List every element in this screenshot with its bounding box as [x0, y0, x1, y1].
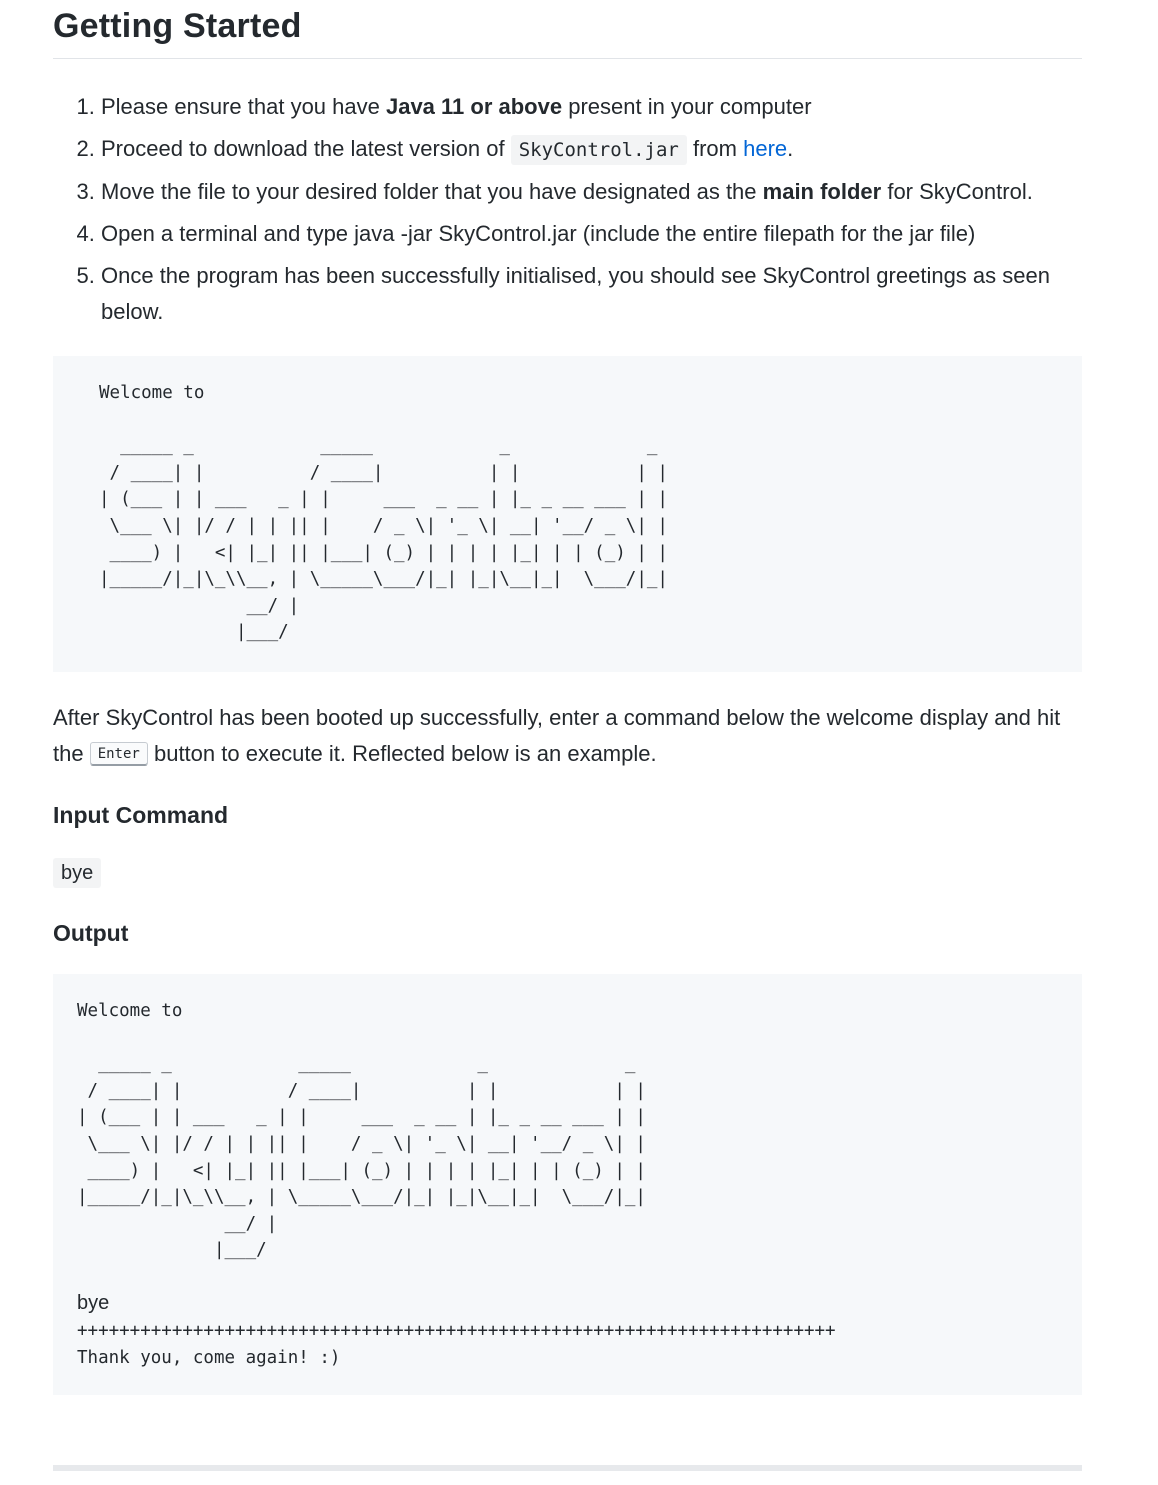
output-farewell: Thank you, come again! :)	[77, 1347, 341, 1368]
instruction-text: After SkyControl has been booted up successfully, enter a command below the welcome display and hit the	[53, 704, 1061, 766]
input-command-code: bye	[53, 858, 101, 888]
step-text: from	[686, 136, 744, 161]
input-command-heading: Input Command	[53, 801, 229, 828]
instruction-paragraph	[53, 700, 1082, 772]
ascii-logo: _____ _ _____ _ _ / ____| | / ____| | | | | | (___ | | ___ _ | | ___ _ __ | |_ _ __ ___ | | \___ \| |/ / | | || | / _ \| '_ \| __| '__/ _ \| | ____) | <| |_| || |___| (_) | | | | |_| | | (_) | | |_____/|_|\_\\__, | \_____\___/|_| |_|\__|_| \___/|_| __/ | |___/	[99, 436, 668, 643]
step-item	[101, 131, 1082, 168]
output-code-block	[53, 974, 1082, 1395]
step-emphasis: Java 11 or above	[385, 94, 563, 119]
jar-filename-code: SkyControl.jar	[511, 135, 687, 165]
step-text: Move the file to your desired folder that you have designated as the	[101, 179, 763, 204]
step-text: for SkyControl.	[881, 179, 1033, 204]
step-text: Proceed to download the latest version of	[101, 136, 511, 161]
ascii-logo: _____ _ _____ _ _ / ____| | / ____| | | | | | (___ | | ___ _ | | ___ _ __ | |_ _ __ ___ | | \___ \| |/ / | | || | / _ \| '_ \| __| '__/ _ \| | ____) | <| |_| || |___| (_) | | | | |_| | | (_) | | |_____/|_|\_\\__, | \_____\___/|_| |_|\__|_| \___/|_| __/ | |___/	[77, 1054, 646, 1261]
step-text: Please ensure that you have	[101, 94, 386, 119]
output-command-echo: bye	[77, 1292, 110, 1315]
step-item	[101, 89, 1082, 125]
step-text: Open a terminal and type java -jar SkyControl.jar (include the entire filepath for the jar file)	[101, 221, 976, 246]
enter-key: Enter	[90, 742, 148, 766]
download-link[interactable]: here	[743, 136, 788, 161]
step-emphasis: main folder	[762, 179, 882, 204]
output-heading: Output	[53, 919, 129, 946]
step-item	[101, 216, 1082, 252]
readme-content	[53, 0, 1082, 1395]
section-divider	[53, 1465, 1082, 1471]
step-text: .	[787, 136, 794, 161]
output-separator: ++++++++++++++++++++++++++++++++++++++++++++++++++++++++++++++++++++++++	[77, 1321, 836, 1342]
welcome-text: Welcome to	[77, 1000, 183, 1021]
step-item	[101, 258, 1082, 330]
step-text: present in your computer	[562, 94, 812, 119]
step-text: Once the program has been successfully initialised, you should see SkyControl greetings as seen below.	[101, 263, 1050, 324]
instruction-text: button to execute it. Reflected below is an example.	[147, 740, 657, 766]
step-item	[101, 174, 1082, 210]
welcome-code-block	[53, 356, 1082, 672]
page-title: Getting Started	[53, 0, 1082, 59]
welcome-text: Welcome to	[99, 383, 205, 403]
setup-steps-list	[53, 89, 1082, 330]
